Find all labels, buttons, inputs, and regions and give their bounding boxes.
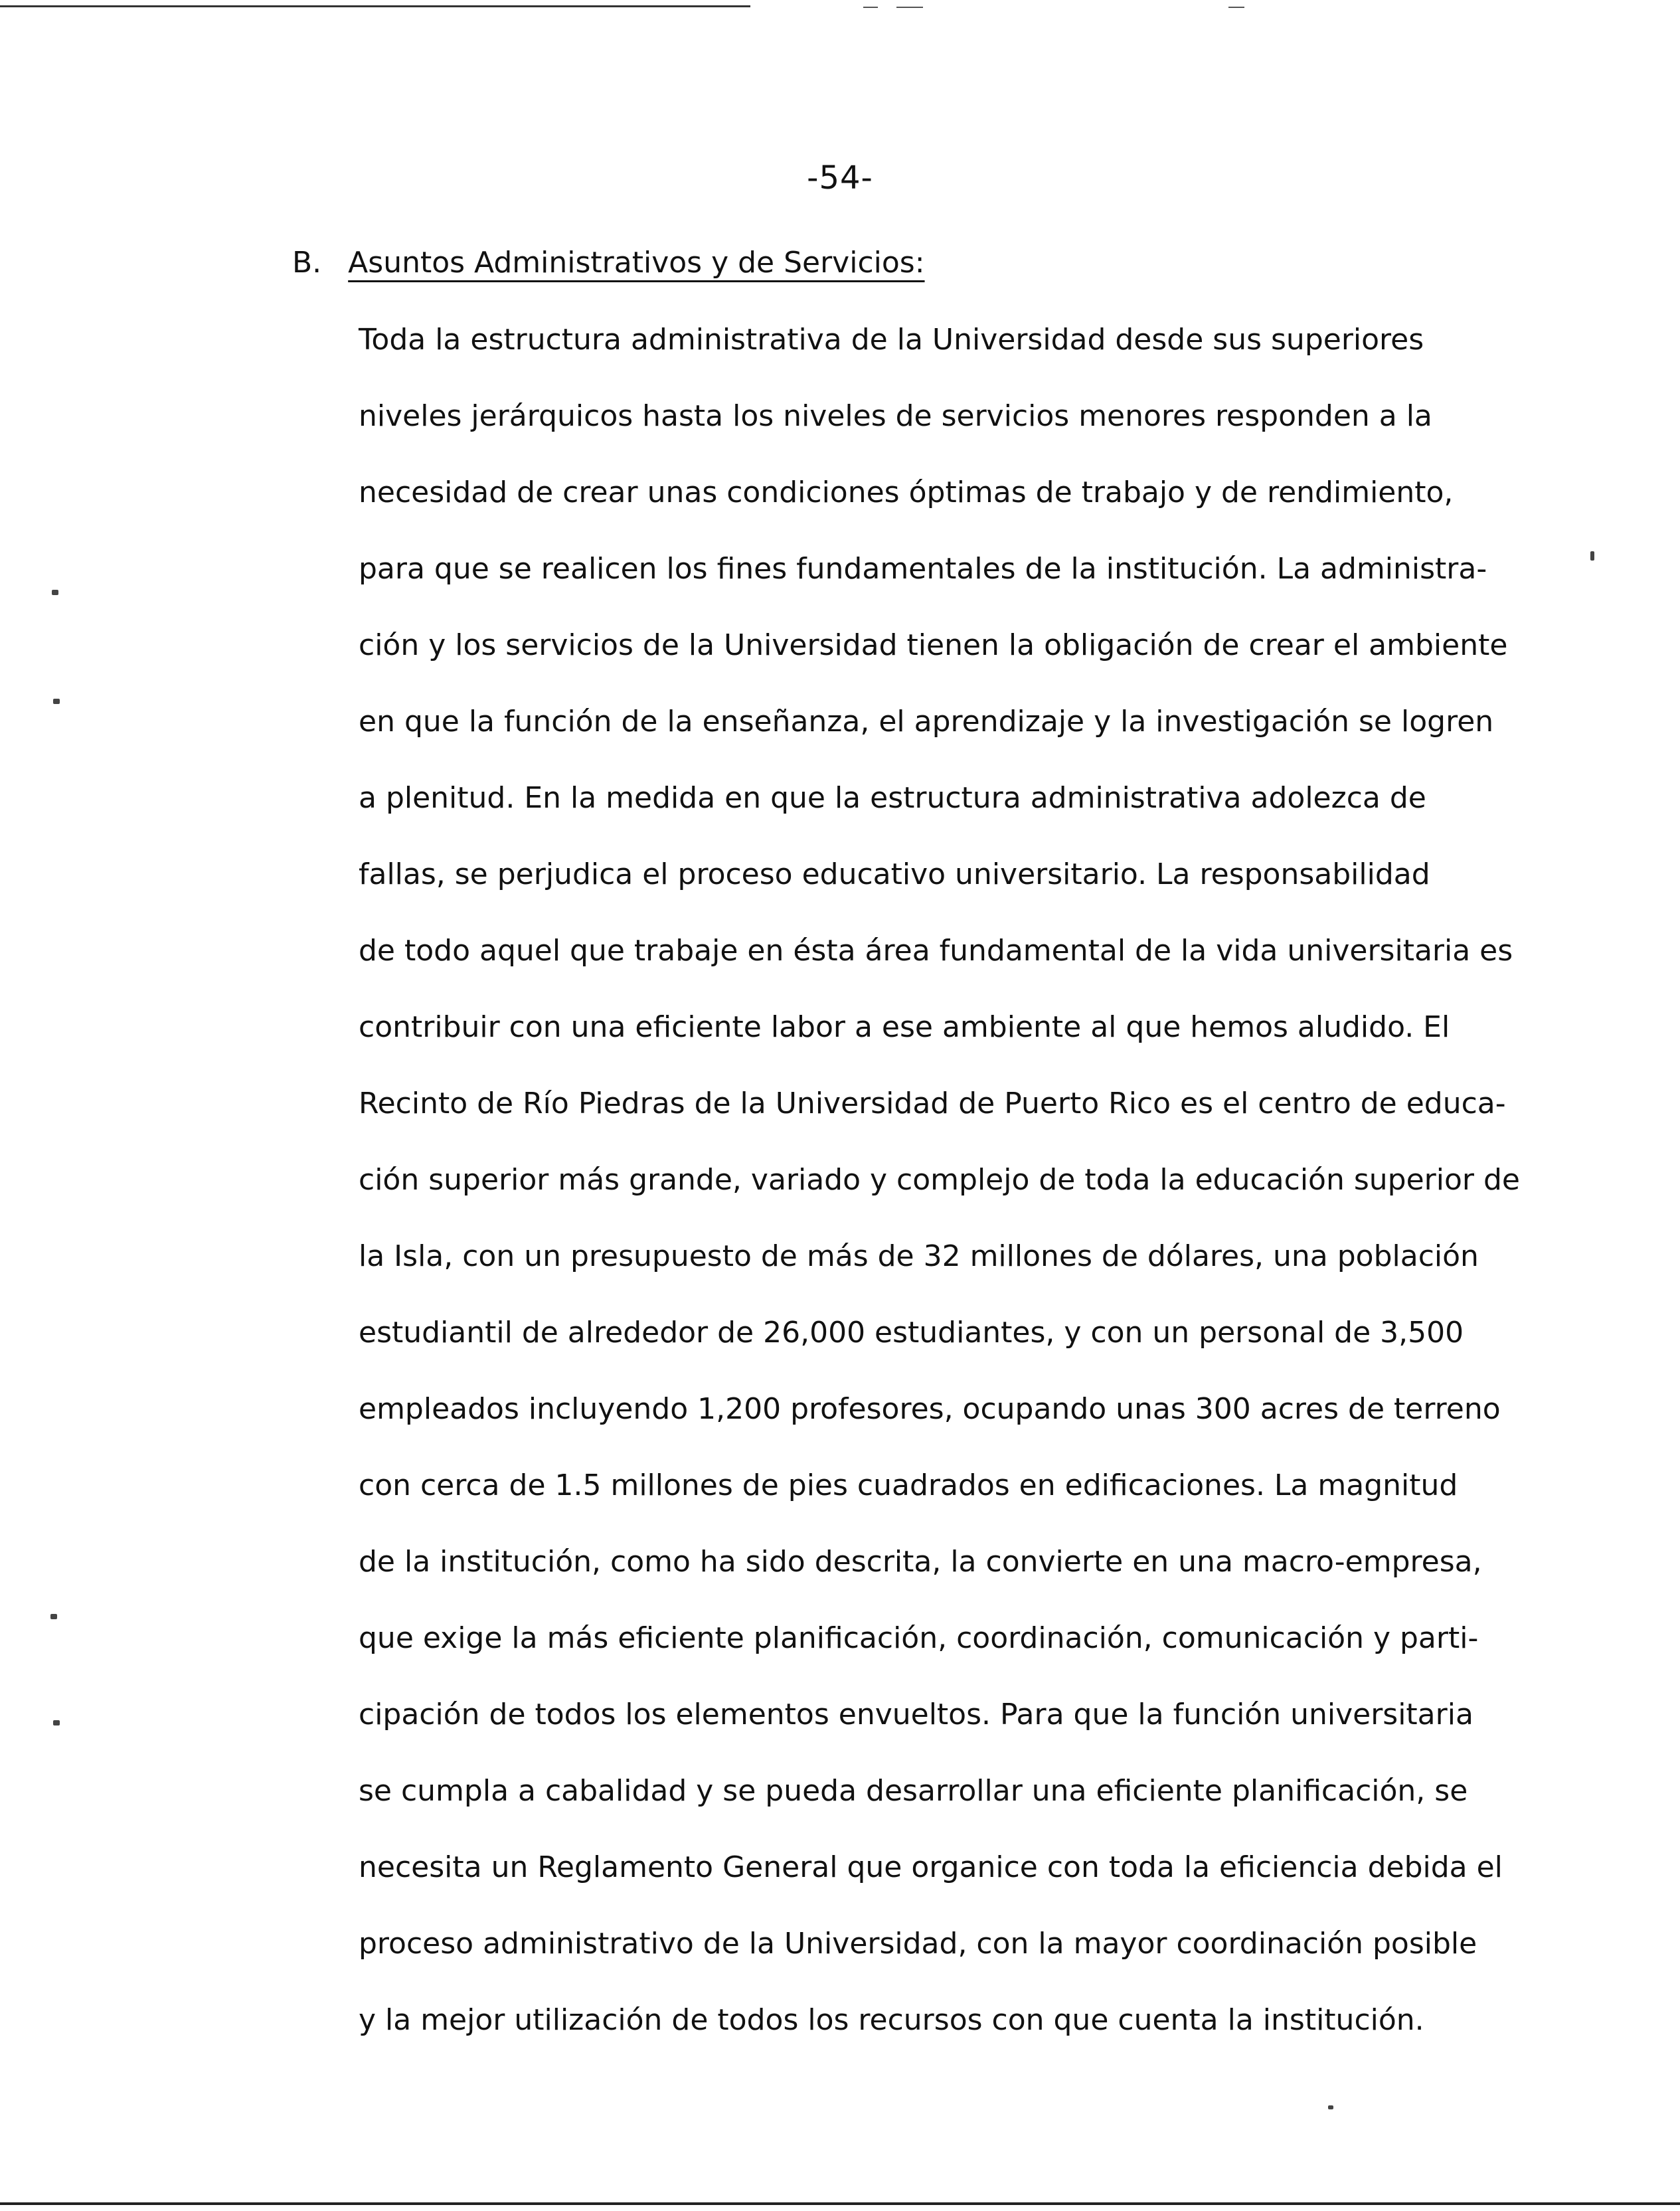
body-line: empleados incluyendo 1,200 profesores, ocupando unas 300 acres de terreno (359, 1392, 1501, 1426)
body-line: de todo aquel que trabaje en ésta área fundamental de la vida universitaria es (359, 934, 1513, 968)
top-rule (0, 5, 750, 7)
scan-speck (53, 699, 60, 704)
body-line: contribuir con una eficiente labor a ese ambiente al que hemos aludido. El (359, 1010, 1450, 1044)
body-line: necesidad de crear unas condiciones óptimas de trabajo y de rendimiento, (359, 476, 1454, 509)
scan-speck (50, 1614, 57, 1619)
body-line: que exige la más eficiente planificación, coordinación, comunicación y parti- (359, 1621, 1479, 1655)
body-line: Toda la estructura administrativa de la Universidad desde sus superiores (359, 323, 1424, 357)
body-line: de la institución, como ha sido descrita, la convierte en una macro-empresa, (359, 1545, 1482, 1579)
body-line: para que se realicen los fines fundamentales de la institución. La administra- (359, 552, 1487, 586)
body-line: con cerca de 1.5 millones de pies cuadrados en edificaciones. La magnitud (359, 1468, 1458, 1502)
body-line: ción superior más grande, variado y complejo de toda la educación superior de (359, 1163, 1520, 1197)
section-heading (292, 246, 925, 280)
body-line: se cumpla a cabalidad y se pueda desarrollar una eficiente planificación, se (359, 1774, 1468, 1808)
body-line: niveles jerárquicos hasta los niveles de servicios menores responden a la (359, 399, 1432, 433)
scan-speck (1328, 2105, 1333, 2109)
section-title: Asuntos Administrativos y de Servicios: (348, 246, 925, 280)
scan-speck (1590, 551, 1594, 561)
body-line: a plenitud. En la medida en que la estructura administrativa adolezca de (359, 781, 1426, 815)
body-line: necesita un Reglamento General que organice con toda la eficiencia debida el (359, 1850, 1503, 1884)
body-paragraph (359, 320, 1607, 2077)
scan-mark (896, 7, 923, 8)
bottom-rule (0, 2202, 1680, 2205)
scan-speck (52, 590, 58, 595)
body-line: y la mejor utilización de todos los recursos con que cuenta la institución. (359, 2003, 1424, 2037)
body-line: Recinto de Río Piedras de la Universidad de Puerto Rico es el centro de educa- (359, 1087, 1506, 1120)
scan-speck (53, 1720, 60, 1725)
scan-mark (863, 7, 878, 8)
body-line: proceso administrativo de la Universidad, con la mayor coordinación posible (359, 1927, 1477, 1961)
body-line: fallas, se perjudica el proceso educativo universitario. La responsabilidad (359, 857, 1430, 891)
body-line: en que la función de la enseñanza, el aprendizaje y la investigación se logren (359, 705, 1494, 739)
body-line: estudiantil de alrededor de 26,000 estudiantes, y con un personal de 3,500 (359, 1316, 1464, 1350)
body-line: cipación de todos los elementos envueltos. Para que la función universitaria (359, 1698, 1473, 1731)
section-marker: B. (292, 246, 322, 280)
scan-mark (1228, 7, 1244, 8)
body-line: la Isla, con un presupuesto de más de 32 millones de dólares, una población (359, 1239, 1479, 1273)
page-number: -54- (807, 159, 873, 197)
body-line: ción y los servicios de la Universidad tienen la obligación de crear el ambiente (359, 628, 1508, 662)
